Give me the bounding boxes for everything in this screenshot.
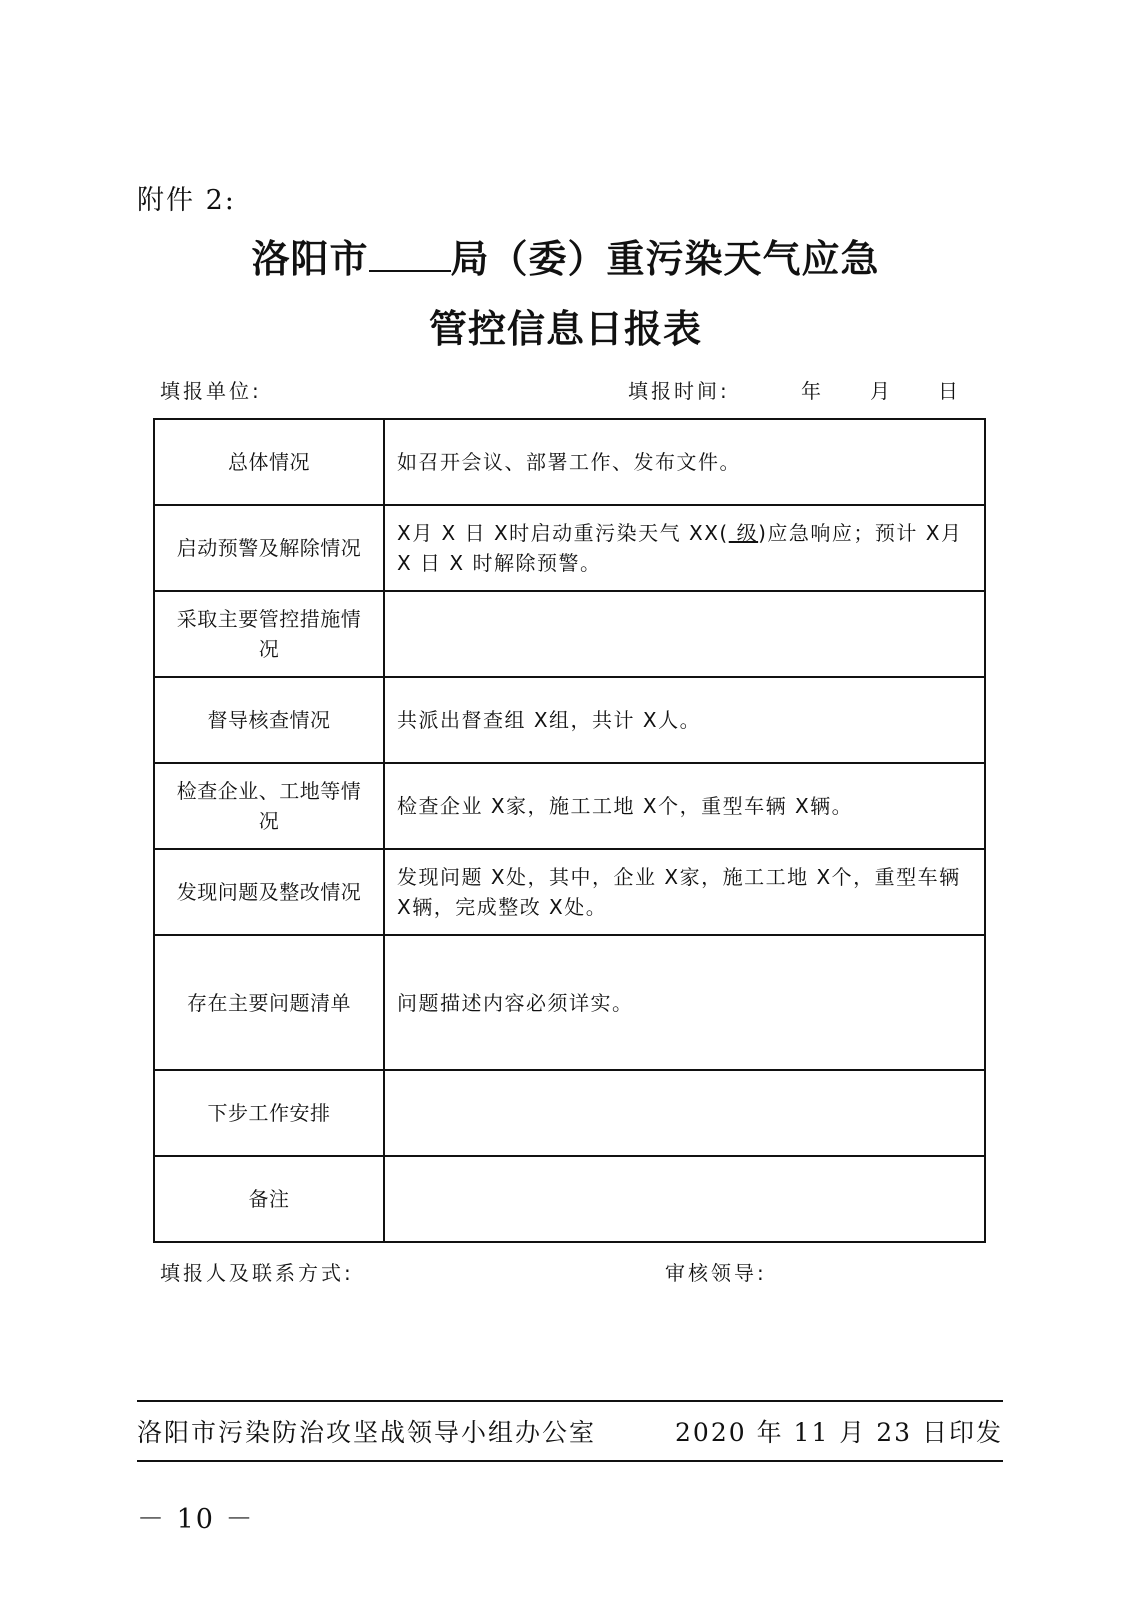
footer-divider-bottom: [137, 1460, 1003, 1462]
row-label: 存在主要问题清单: [154, 935, 384, 1070]
issue-date: 2020 年 11 月 23 日印发: [675, 1418, 1003, 1447]
reporting-unit-label: 填报单位:: [160, 379, 262, 403]
page-number: － 10 －: [137, 1504, 255, 1535]
alert-level-blank: 级: [728, 521, 759, 545]
date-year-label: 年: [801, 379, 821, 403]
table-row: [154, 849, 985, 935]
reviewer-label: 审核领导:: [665, 1261, 767, 1285]
row-label: 下步工作安排: [154, 1070, 384, 1156]
row-content: [384, 1070, 985, 1156]
daily-report-table: [153, 418, 986, 1243]
row-label: 督导核查情况: [154, 677, 384, 763]
document-subtitle: 管控信息日报表: [428, 306, 702, 351]
table-row: [154, 591, 985, 677]
filler-contact-label: 填报人及联系方式:: [160, 1261, 354, 1285]
row-content: 问题描述内容必须详实。: [384, 935, 985, 1070]
row-label: 总体情况: [154, 419, 384, 505]
table-row: [154, 1070, 985, 1156]
row-label: 启动预警及解除情况: [154, 505, 384, 591]
table-row: [154, 1156, 985, 1242]
row-label: 检查企业、工地等情况: [154, 763, 384, 849]
title-bureau: 局（委）重污染天气应急: [450, 236, 880, 281]
row-content: 检查企业 X家，施工工地 X个，重型车辆 X辆。: [384, 763, 985, 849]
issuing-office: 洛阳市污染防治攻坚战领导小组办公室: [137, 1418, 597, 1447]
row-content: 共派出督查组 X组，共计 X人。: [384, 677, 985, 763]
reporting-time-label: 填报时间:: [628, 379, 730, 403]
alert-start-text: X月 X 日 X时启动重污染天气 XX(: [397, 521, 729, 545]
row-content: 如召开会议、部署工作、发布文件。: [384, 419, 985, 505]
table-row: [154, 505, 985, 591]
row-label: 备注: [154, 1156, 384, 1242]
table-row: [154, 763, 985, 849]
footer-divider-top: [137, 1400, 1003, 1402]
row-content: [384, 505, 985, 591]
title-blank-field: [369, 240, 451, 272]
table-row: [154, 677, 985, 763]
document-title: [0, 228, 1131, 283]
table-row: [154, 419, 985, 505]
row-content: [384, 591, 985, 677]
row-content: 发现问题 X处，其中，企业 X家，施工工地 X个，重型车辆 X辆，完成整改 X处。: [384, 849, 985, 935]
row-label: 采取主要管控措施情况: [154, 591, 384, 677]
attachment-label: 附件 2:: [137, 185, 236, 216]
row-label: 发现问题及整改情况: [154, 849, 384, 935]
title-city: 洛阳市: [251, 236, 369, 281]
date-month-label: 月: [870, 379, 890, 403]
table-row: [154, 935, 985, 1070]
alert-end-text: )应急响应；预计 X月 X 日 X 时解除预警。: [397, 521, 963, 575]
date-day-label: 日: [938, 379, 958, 403]
row-content: [384, 1156, 985, 1242]
